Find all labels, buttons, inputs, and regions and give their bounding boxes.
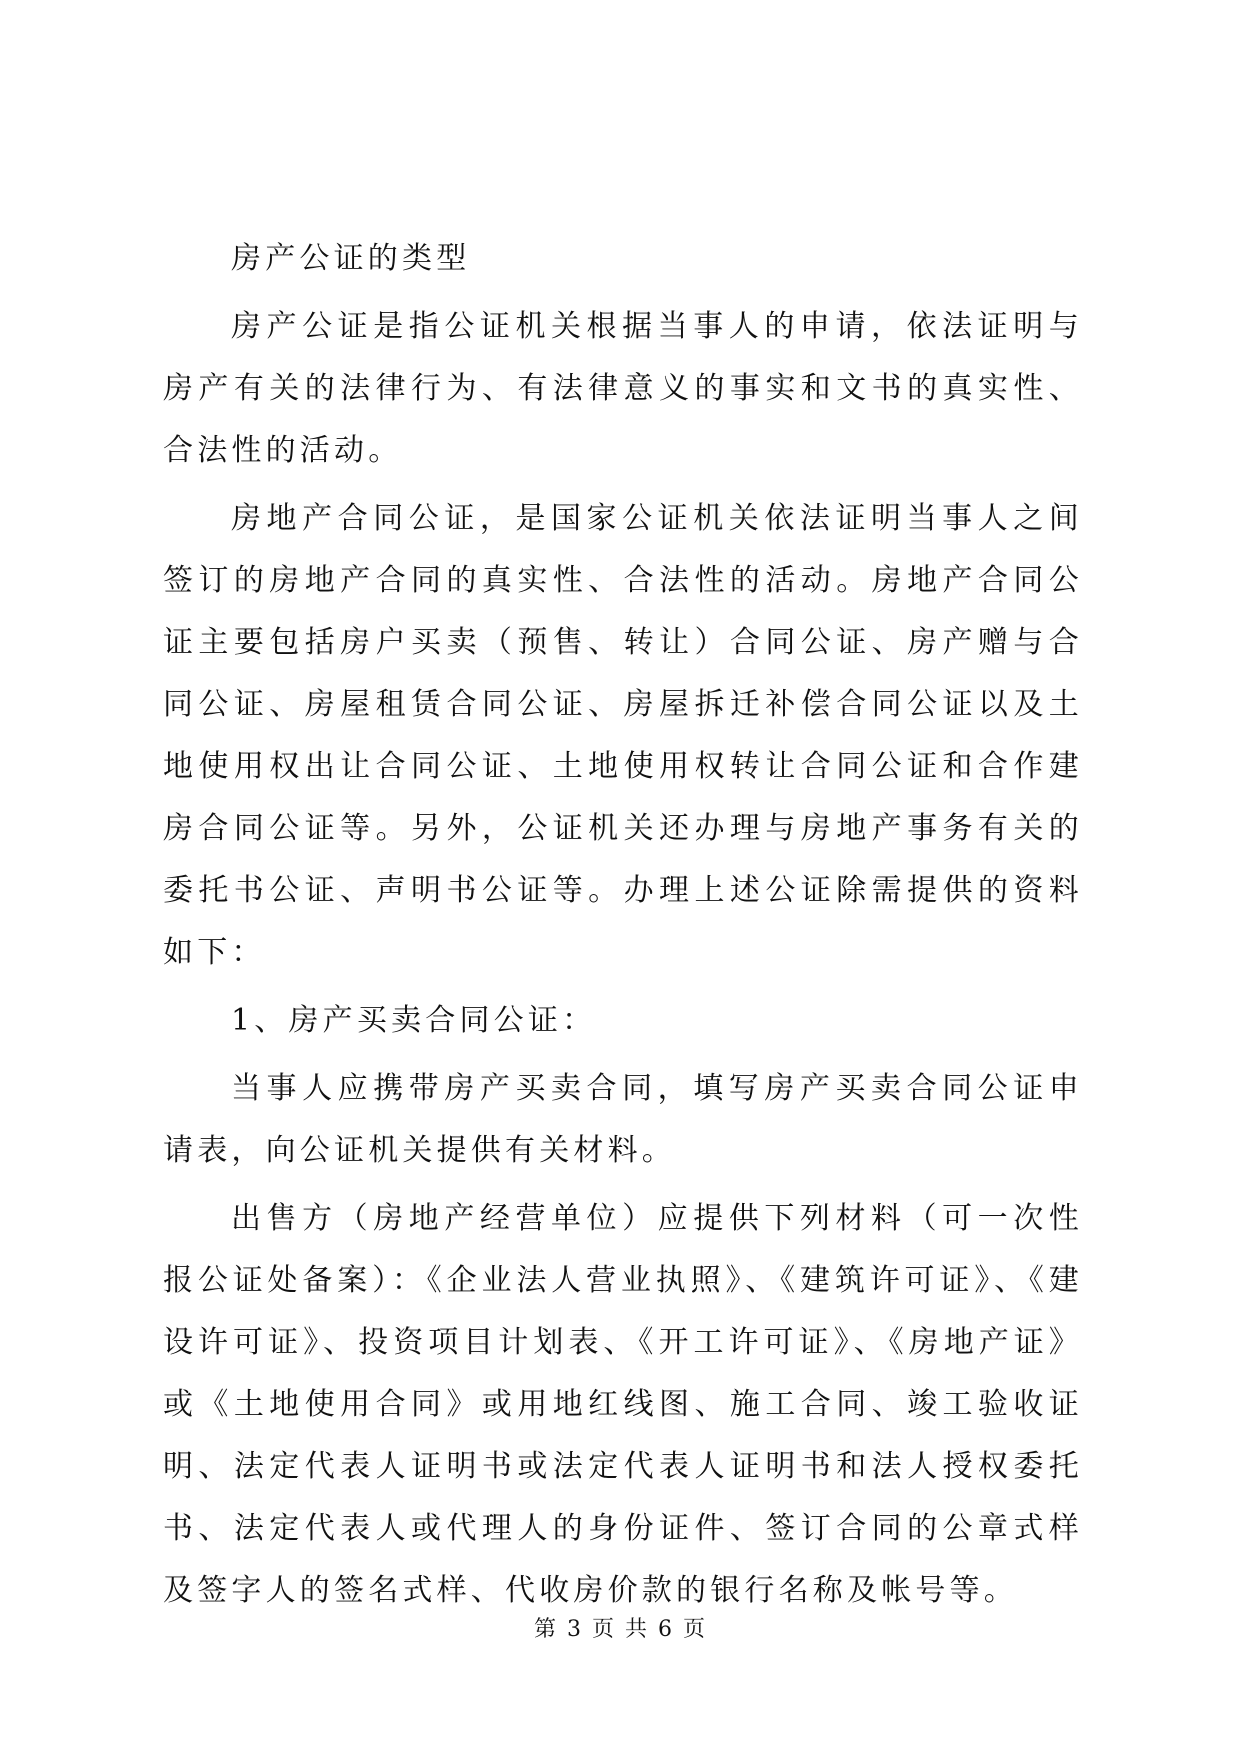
paragraph-party-requirements: 当事人应携带房产买卖合同，填写房产买卖合同公证申请表，向公证机关提供有关材料。 [163, 1071, 1083, 1168]
page-footer: 第 3 页 共 6 页 [534, 1617, 707, 1642]
paragraph-contract-notarization: 房地产合同公证，是国家公证机关依法证明当事人之间签订的房地产合同的真实性、合法性的活动。房地产合同公证主要包括房户买卖（预售、转让）合同公证、房产赠与合同公证、房屋租赁合同公证、房屋拆迁补偿合同公证以及土地使用权出让合同公证、土地使用权转让合同公证和合作建房合同公证等。另外，公证机关还办理与房地产事务有关的委托书公证、声明书公证等。办理上述公证除需提供的资料如下： [163, 501, 1083, 970]
list-item-heading: 1、房产买卖合同公证： [231, 1003, 597, 1038]
paragraph-seller-materials: 出售方（房地产经营单位）应提供下列材料（可一次性报公证处备案）：《企业法人营业执照》、《建筑许可证》、《建设许可证》、投资项目计划表、《开工许可证》、《房地产证》或《土地使用合同》或用地红线图、施工合同、竣工验收证明、法定代表人证明书或法定代表人证明书和法人授权委托书、法定代表人或代理人的身份证件、签订合同的公章式样及签字人的签名式样、代收房价款的银行名称及帐号等。 [163, 1201, 1083, 1608]
document-body [163, 228, 1083, 1628]
paragraph-definition: 房产公证是指公证机关根据当事人的申请，依法证明与房产有关的法律行为、有法律意义的事实和文书的真实性、合法性的活动。 [163, 309, 1083, 468]
section-heading: 房产公证的类型 [231, 241, 471, 276]
